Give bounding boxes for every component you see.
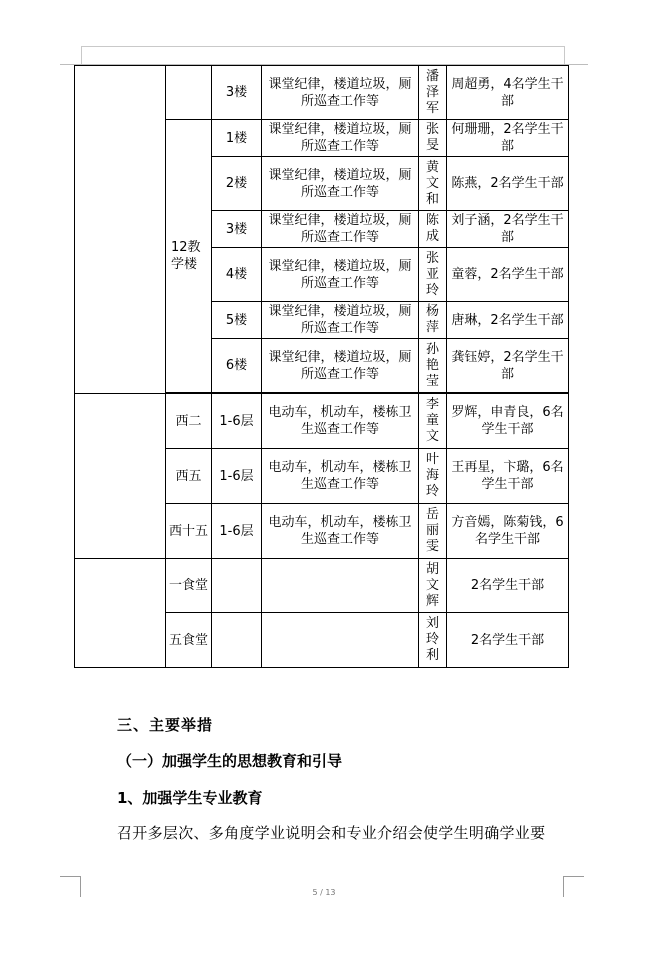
task-cell: 课堂纪律，楼道垃圾，厕所巡查工作等 (262, 339, 419, 393)
section-heading: 三、主要举措 (117, 716, 214, 734)
students-cell: 龚钰婷，2名学生干部 (447, 339, 569, 393)
teacher-cell: 李童文 (419, 394, 447, 449)
building-cell: 西五 (166, 449, 212, 504)
students-cell: 周超勇，4名学生干部 (447, 66, 569, 120)
task-cell (262, 559, 419, 613)
students-cell: 2名学生干部 (447, 559, 569, 613)
building-cell: 一食堂 (166, 559, 212, 613)
body-paragraph: 召开多层次、多角度学业说明会和专业介绍会使学生明确学业要 (117, 824, 546, 842)
task-cell: 课堂纪律，楼道垃圾，厕所巡查工作等 (262, 120, 419, 157)
task-cell: 电动车，机动车，楼栋卫生巡查工作等 (262, 449, 419, 504)
task-cell: 课堂纪律，楼道垃圾，厕所巡查工作等 (262, 66, 419, 120)
students-cell: 童蓉，2名学生干部 (447, 248, 569, 302)
floor-cell: 4楼 (212, 248, 262, 302)
page-number: 5 / 13 (312, 888, 336, 897)
floor-cell (212, 613, 262, 668)
task-cell (262, 613, 419, 668)
table-row (75, 394, 569, 449)
students-cell: 罗辉，申青良，6名学生干部 (447, 394, 569, 449)
page-header-frame (81, 46, 565, 65)
duty-table (74, 65, 569, 668)
teacher-cell: 陈成 (419, 211, 447, 248)
task-cell: 课堂纪律，楼道垃圾，厕所巡查工作等 (262, 211, 419, 248)
floor-cell: 1-6层 (212, 449, 262, 504)
building-cell: 西十五 (166, 504, 212, 559)
task-cell: 电动车，机动车，楼栋卫生巡查工作等 (262, 504, 419, 559)
students-cell: 刘子涵，2名学生干部 (447, 211, 569, 248)
task-cell: 电动车，机动车，楼栋卫生巡查工作等 (262, 394, 419, 449)
students-cell: 王再星，卞璐，6名学生干部 (447, 449, 569, 504)
teacher-cell: 刘玲利 (419, 613, 447, 668)
table-row (75, 66, 569, 120)
floor-cell: 2楼 (212, 157, 262, 211)
teacher-cell: 胡文辉 (419, 559, 447, 613)
table-row (75, 559, 569, 613)
sub-heading: （一）加强学生的思想教育和引导 (117, 752, 343, 770)
teacher-cell: 岳丽雯 (419, 504, 447, 559)
building-cell (166, 66, 212, 120)
students-cell: 2名学生干部 (447, 613, 569, 668)
floor-cell: 1楼 (212, 120, 262, 157)
students-cell: 方音嫣，陈菊钱，6名学生干部 (447, 504, 569, 559)
teacher-cell: 孙艳莹 (419, 339, 447, 393)
teacher-cell: 叶海玲 (419, 449, 447, 504)
teacher-cell: 杨萍 (419, 302, 447, 339)
floor-cell: 3楼 (212, 211, 262, 248)
task-cell: 课堂纪律，楼道垃圾，厕所巡查工作等 (262, 302, 419, 339)
teacher-cell: 黄文和 (419, 157, 447, 211)
floor-cell: 1-6层 (212, 394, 262, 449)
floor-cell (212, 559, 262, 613)
building-cell: 12教学楼 (166, 120, 212, 393)
task-cell: 课堂纪律，楼道垃圾，厕所巡查工作等 (262, 157, 419, 211)
students-cell: 何珊珊，2名学生干部 (447, 120, 569, 157)
students-cell: 唐琳，2名学生干部 (447, 302, 569, 339)
floor-cell: 1-6层 (212, 504, 262, 559)
floor-cell: 3楼 (212, 66, 262, 120)
teacher-cell: 潘泽军 (419, 66, 447, 120)
task-cell: 课堂纪律，楼道垃圾，厕所巡查工作等 (262, 248, 419, 302)
students-cell: 陈燕，2名学生干部 (447, 157, 569, 211)
floor-cell: 5楼 (212, 302, 262, 339)
floor-cell: 6楼 (212, 339, 262, 393)
group-cell-teaching (75, 66, 166, 394)
teacher-cell: 张亚玲 (419, 248, 447, 302)
group-cell-dorm (75, 394, 166, 559)
building-cell: 西二 (166, 394, 212, 449)
item-heading: 1、加强学生专业教育 (117, 789, 263, 807)
teacher-cell: 张旻 (419, 120, 447, 157)
building-cell: 五食堂 (166, 613, 212, 668)
group-cell-canteen (75, 559, 166, 668)
